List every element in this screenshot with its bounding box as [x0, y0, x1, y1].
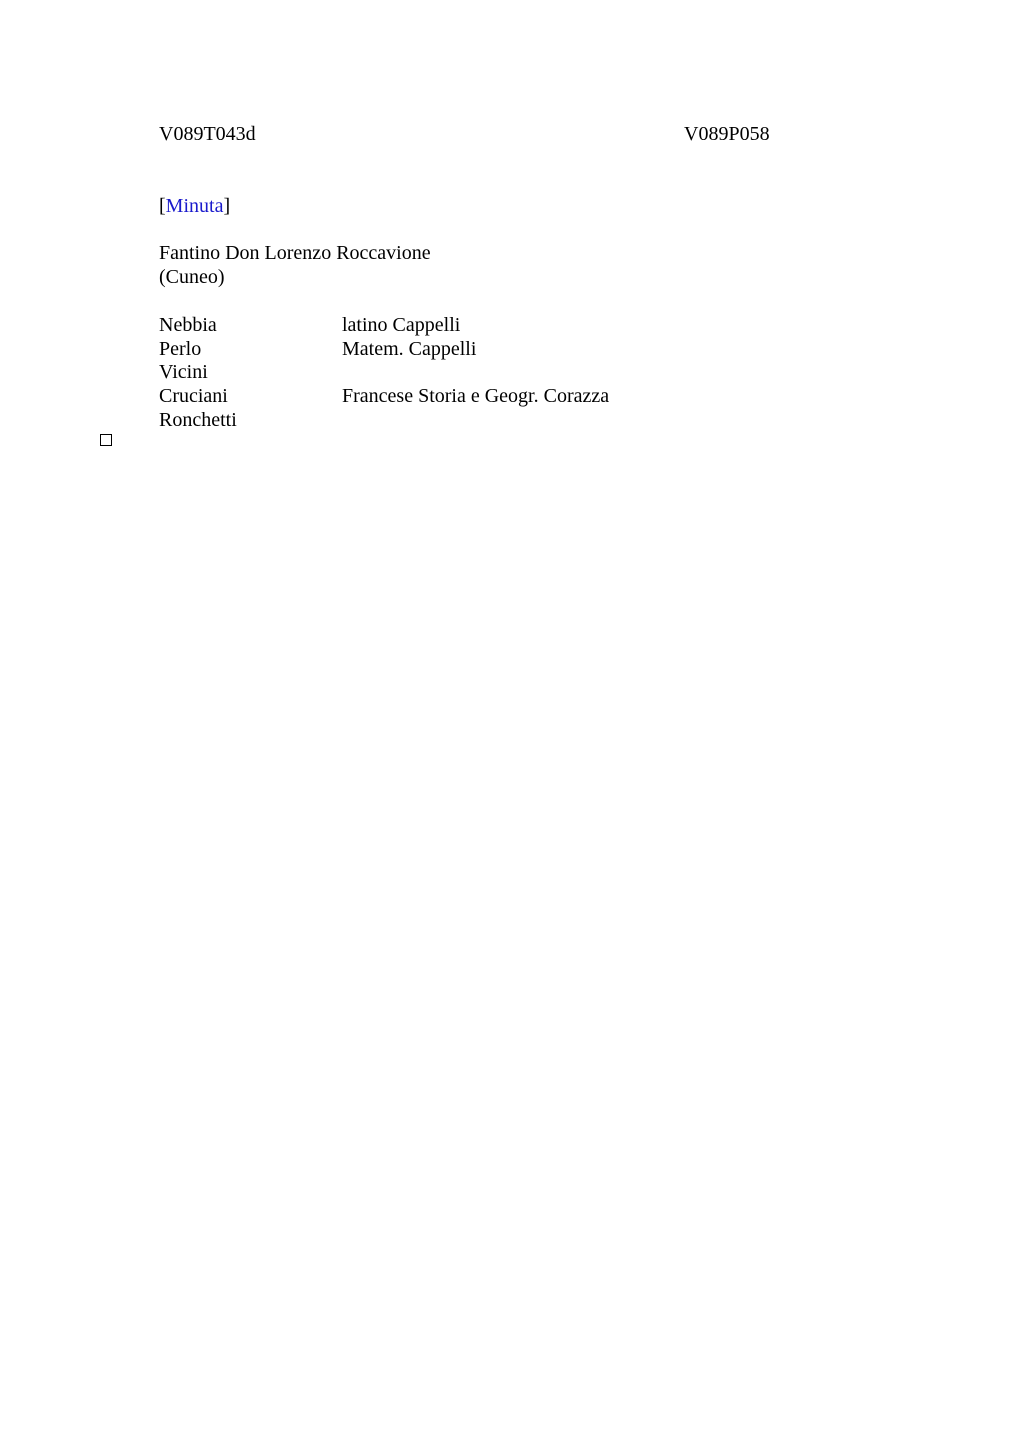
- teacher-name: Vicini: [159, 361, 208, 383]
- bracket-close: ]: [223, 195, 231, 217]
- document-code-left: V089T043d: [159, 123, 256, 145]
- list-item: [159, 384, 859, 408]
- teacher-subject: latino Cappelli: [342, 314, 461, 336]
- minuta-tag: [159, 194, 230, 218]
- teacher-name: Nebbia: [159, 314, 217, 336]
- addressee-line-2: (Cuneo): [159, 266, 225, 288]
- teacher-subject: Francese Storia e Geogr. Corazza: [342, 385, 610, 407]
- bracket-open: [: [159, 195, 166, 217]
- teacher-subject: Matem. Cappelli: [342, 338, 477, 360]
- teacher-name: Perlo: [159, 338, 202, 360]
- list-item: [159, 313, 859, 337]
- list-item: [159, 337, 859, 361]
- minuta-link[interactable]: Minuta: [165, 195, 224, 217]
- teacher-name: Cruciani: [159, 385, 228, 407]
- list-item: [159, 408, 859, 432]
- addressee-line-1: Fantino Don Lorenzo Roccavione: [159, 242, 431, 264]
- teacher-name: Ronchetti: [159, 409, 237, 431]
- document-code-right: V089P058: [684, 123, 770, 145]
- list-item: [159, 360, 859, 384]
- empty-square-icon: [100, 434, 112, 446]
